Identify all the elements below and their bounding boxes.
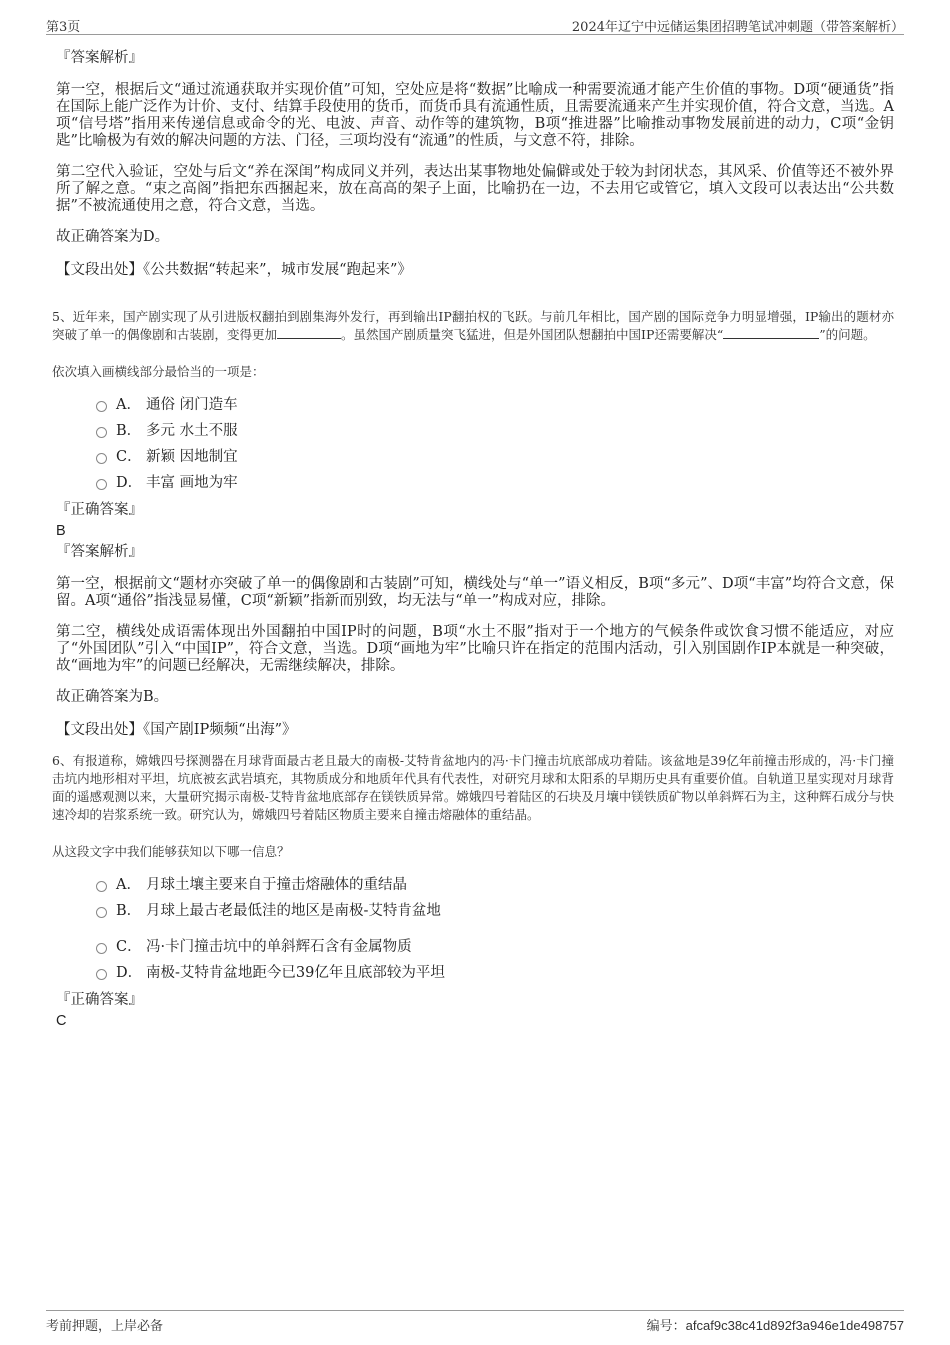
option-b[interactable]: B． 月球上最古老最低洼的地区是南极-艾特肯盆地	[96, 896, 894, 922]
analysis-paragraph: 第一空，根据前文“题材亦突破了单一的偶像剧和古装剧”可知，横线处与“单一”语义相反，B项“多元”、D项“丰富”均符合文意，保留。A项“通俗”指浅显易懂，C项“新颖”指新而别致，均无法与“单一”构成对应，排除。	[56, 576, 894, 609]
analysis-label: 『答案解析』	[56, 544, 143, 560]
radio-icon[interactable]	[96, 881, 107, 892]
analysis-label: 『答案解析』	[56, 50, 143, 66]
fill-blank	[277, 326, 341, 339]
radio-icon[interactable]	[96, 453, 107, 464]
question-5	[52, 308, 894, 740]
answer-conclusion: 故正确答案为B。	[56, 689, 169, 705]
question-text: 6、有报道称，嫦娥四号探测器在月球背面最古老且最大的南极-艾特肯盆地内的冯·卡门撞击坑底部成功着陆。该盆地是39亿年前撞击形成的，冯·卡门撞击坑内地形相对平坦，坑底被玄武岩填充，其物质成分和地质年代具有代表性，对研究月球和太阳系的早期历史具有重要价值。自轨道卫星实现对月球背面的遥感观测以来，大量研究揭示南极-艾特肯盆地底部存在镁铁质异常。嫦娥四号着陆区的石块及月壤中镁铁质矿物以单斜辉石为主，这种辉石成分与快速冷却的岩浆系统一致。研究认为，嫦娥四号着陆区物质主要来自撞击熔融体的重结晶。	[52, 753, 894, 822]
question-text: 5、近年来，国产剧实现了从引进版权翻拍到剧集海外发行，再到输出IP翻拍权的飞跃。与前几年相比，国产剧的国际竞争力明显增强，IP输出的题材亦突破了单一的偶像剧和古装剧，变得更加 。虽然国产剧质量突飞猛进，但是外国团队想翻拍中国IP还需要解决“ ”的问题。	[52, 309, 894, 342]
page-header	[46, 14, 904, 35]
option-b[interactable]: B． 多元 水土不服	[96, 416, 894, 442]
analysis-paragraph: 第一空，根据后文“通过流通获取并实现价值”可知，空处应是将“数据”比喻成一种需要流通才能产生价值的事物。D项“硬通货”指在国际上能广泛作为计价、支付、结算手段使用的货币，而货币具有流通性质，且需要流通来产生并实现价值，符合文意，当选。A项“信号塔”指用来传递信息或命令的光、电波、声音、动作等的建筑物，B项“推进器”比喻推动事物发展前进的动力，C项“金钥匙”比喻极为有效的解决问题的方法、门径，三项均没有“流通”的性质，与文意不符，排除。	[56, 82, 894, 149]
radio-icon[interactable]	[96, 943, 107, 954]
analysis-paragraph: 第二空代入验证，空处与后文“养在深闺”构成同义并列，表达出某事物地处偏僻或处于较为封闭状态，其风采、价值等还不被外界所了解之意。“束之高阁”指把东西捆起来，放在高高的架子上面，比喻扔在一边，不去用它或管它，填入文段可以表达出“公共数据”不被流通使用之意，符合文意，当选。	[56, 164, 894, 214]
fill-blank	[723, 326, 819, 339]
radio-icon[interactable]	[96, 907, 107, 918]
correct-answer-label: 『正确答案』	[56, 502, 143, 518]
radio-icon[interactable]	[96, 401, 107, 412]
option-list	[96, 870, 894, 984]
radio-icon[interactable]	[96, 427, 107, 438]
correct-answer: B	[56, 523, 66, 539]
question-6	[52, 752, 894, 1030]
option-c[interactable]: C． 冯·卡门撞击坑中的单斜辉石含有金属物质	[96, 932, 894, 958]
document-title: 2024年辽宁中远储运集团招聘笔试冲刺题（带答案解析）	[571, 20, 904, 35]
analysis-paragraph: 第二空，横线处成语需体现出外国翻拍中国IP时的问题，B项“水土不服”指对于一个地方的气候条件或饮食习惯不能适应，对应了“外国团队”引入“中国IP”，符合文意，当选。D项“画地为牢”比喻只许在指定的范围内活动，引入别国剧作IP本就是一种突破，故“画地为牢”的问题已经解决，无需继续解决，排除。	[56, 624, 894, 674]
option-list	[96, 390, 894, 494]
option-a[interactable]: A． 通俗 闭门造车	[96, 390, 894, 416]
correct-answer-label: 『正确答案』	[56, 992, 143, 1008]
option-c[interactable]: C． 新颖 因地制宜	[96, 442, 894, 468]
correct-answer: C	[56, 1013, 67, 1029]
page-content	[52, 40, 894, 1030]
radio-icon[interactable]	[96, 479, 107, 490]
question-prompt: 从这段文字中我们能够获知以下哪一信息？	[52, 844, 290, 859]
question-4-analysis	[52, 48, 894, 280]
option-d[interactable]: D． 丰富 画地为牢	[96, 468, 894, 494]
serial-number: 编号：afcaf9c38c41d892f3a946e1de498757	[646, 1318, 904, 1333]
option-d[interactable]: D． 南极-艾特肯盆地距今已39亿年且底部较为平坦	[96, 958, 894, 984]
answer-conclusion: 故正确答案为D。	[56, 229, 170, 245]
source-citation: 【文段出处】《公共数据“转起来”，城市发展“跑起来”》	[56, 262, 412, 278]
question-prompt: 依次填入画横线部分最恰当的一项是：	[52, 364, 265, 379]
source-citation: 【文段出处】《国产剧IP频频“出海”》	[56, 722, 297, 738]
option-a[interactable]: A． 月球土壤主要来自于撞击熔融体的重结晶	[96, 870, 894, 896]
footer-slogan: 考前押题，上岸必备	[46, 1319, 164, 1334]
page-number: 第3页	[46, 20, 81, 35]
page-footer	[46, 1310, 904, 1335]
radio-icon[interactable]	[96, 969, 107, 980]
